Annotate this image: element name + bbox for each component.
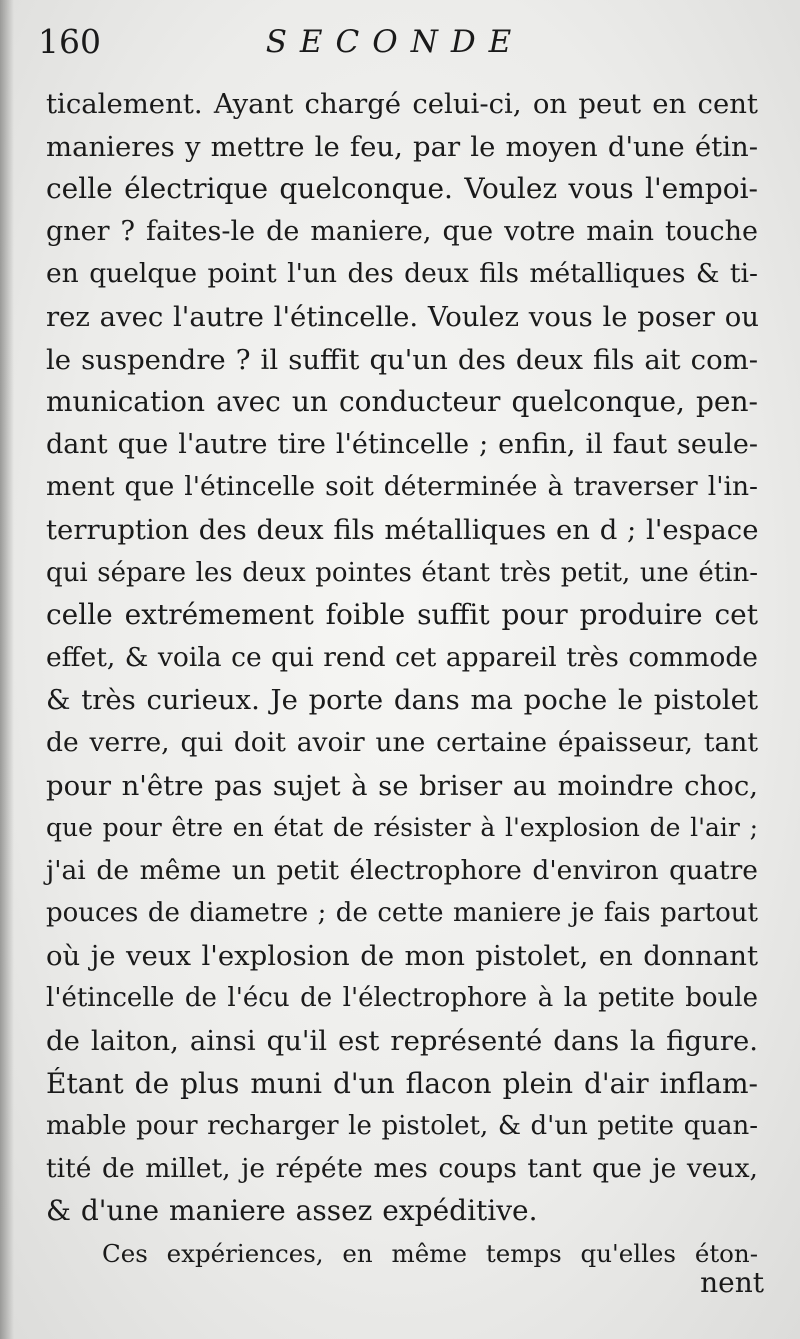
text-line: effet, & voila ce qui rend cet appareil très commode (46, 641, 758, 673)
text-line: munication avec un conducteur quelconque, pen- (46, 385, 758, 419)
text-line: Ces expériences, en même temps qu'elles éton- (102, 1239, 758, 1269)
text-line: de laiton, ainsi qu'il est représenté dans la figure. (46, 1025, 758, 1058)
text-line: l'étincelle de l'écu de l'électrophore à la petite boule (46, 983, 758, 1014)
text-line: le suspendre ? il suffit qu'un des deux fils ait com- (46, 343, 758, 376)
text-line: celle extrémement foible suffit pour produire cet (46, 598, 758, 632)
page-number: 160 (38, 22, 101, 61)
text-line: pour n'être pas sujet à se briser au moindre choc, (46, 769, 758, 802)
running-title: SECONDE (265, 24, 525, 60)
text-line: celle électrique quelconque. Voulez vous l'empoi- (46, 172, 758, 206)
body-text (46, 83, 758, 1276)
text-line: mable pour recharger le pistolet, & d'un petite quan- (46, 1111, 758, 1142)
text-line: que pour être en état de résister à l'explosion de l'air ; (46, 813, 758, 843)
text-line: pouces de diametre ; de cette maniere je fais partout (46, 898, 758, 929)
text-line: Étant de plus muni d'un flacon plein d'air inflam- (46, 1066, 758, 1100)
catchword: nent (700, 1266, 764, 1299)
page-header (30, 20, 760, 64)
text-line: en quelque point l'un des deux fils métalliques & ti- (46, 258, 758, 290)
text-line: ticalement. Ayant chargé celui-ci, on peut en cent (46, 88, 758, 120)
text-line: manieres y mettre le feu, par le moyen d'une étin- (46, 130, 758, 163)
text-line: tité de millet, je répéte mes coups tant que je veux, (46, 1152, 758, 1184)
text-line: de verre, qui doit avoir une certaine épaisseur, tant (46, 726, 758, 758)
text-line: qui sépare les deux pointes étant très petit, une étin- (46, 557, 758, 588)
text-line: & très curieux. Je porte dans ma poche le pistolet (46, 684, 758, 717)
text-line: gner ? faites-le de maniere, que votre main touche (46, 215, 758, 247)
text-line: ment que l'étincelle soit déterminée à traverser l'in- (46, 471, 758, 503)
page-edge-shadow (0, 0, 14, 1339)
text-line: terruption des deux fils métalliques en d ; l'espace (46, 513, 759, 546)
paragraph-end-line: & d'une maniere assez expéditive. (46, 1194, 538, 1228)
text-line: où je veux l'explosion de mon pistolet, en donnant (46, 939, 758, 972)
text-line: dant que l'autre tire l'étincelle ; enfin, il faut seule- (46, 428, 758, 460)
text-line: rez avec l'autre l'étincelle. Voulez vous le poser ou (46, 300, 759, 333)
text-line: j'ai de même un petit électrophore d'environ quatre (46, 854, 758, 886)
